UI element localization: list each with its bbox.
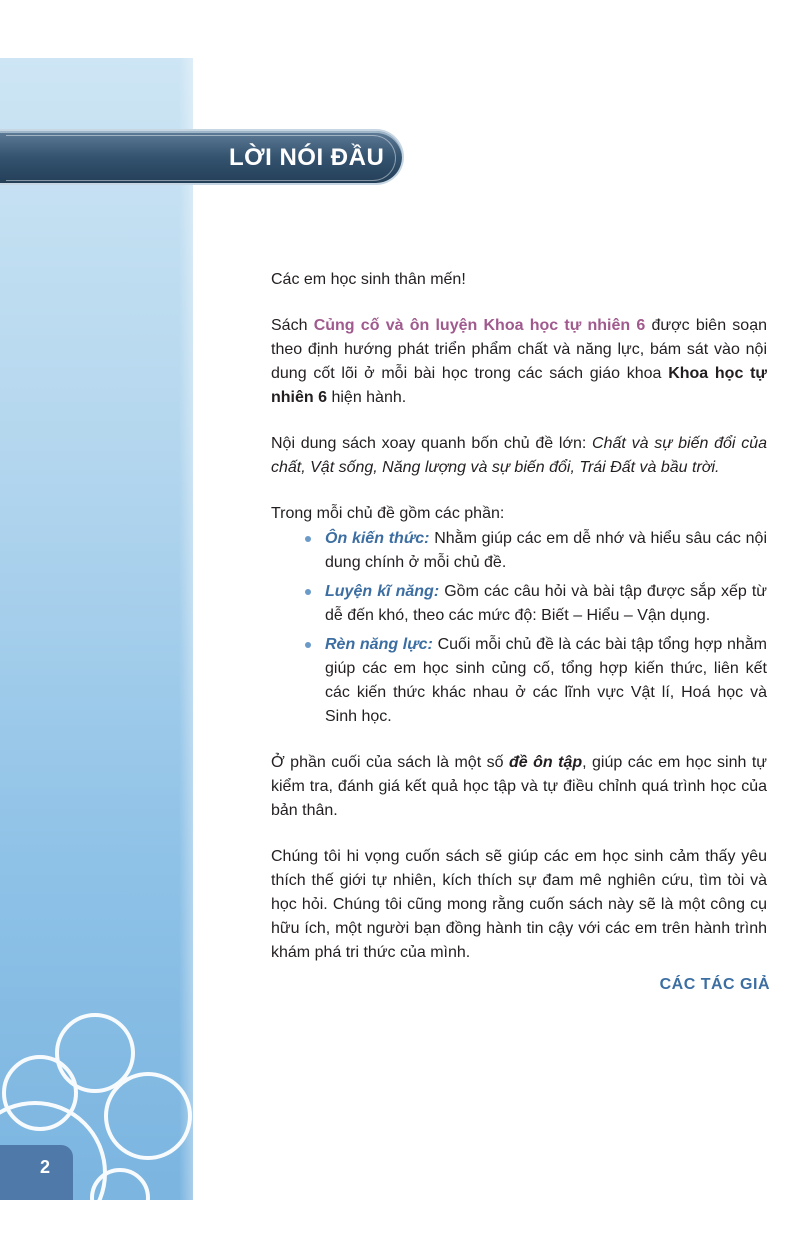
page-title: LỜI NÓI ĐẦU <box>229 144 385 171</box>
decorative-side-band <box>0 58 193 1200</box>
parts-list <box>271 527 767 729</box>
list-item: Ôn kiến thức: Nhằm giúp các em dễ nhớ và hiểu sâu các nội dung chính ở mỗi chủ đề. <box>271 527 767 575</box>
preface-body <box>271 268 767 965</box>
textbook-title: Khoa học tự nhiên 6 <box>271 365 767 406</box>
authors-signature: CÁC TÁC GIẢ <box>659 976 770 993</box>
paragraph-book-intro: Sách Củng cố và ôn luyện Khoa học tự nhiên 6 được biên soạn theo định hướng phát triển phẩm chất và năng lực, bám sát vào nội dung cốt lõi ở mỗi bài học trong các sách giáo khoa Khoa học tự nhiên 6 hiện hành. <box>271 317 768 406</box>
page-number-box <box>0 1145 73 1200</box>
list-item: Luyện kĩ năng: Gồm các câu hỏi và bài tập được sắp xếp từ dễ đến khó, theo các mức độ: Biết – Hiểu – Vận dụng. <box>271 580 767 628</box>
paragraph-review: Ở phần cuối của sách là một số đề ôn tập, giúp các em học sinh tự kiểm tra, đánh giá kết quả học tập và tự điều chỉnh quá trình học của bản thân. <box>271 754 767 819</box>
parts-intro: Trong mỗi chủ đề gồm các phần: <box>271 505 505 522</box>
part-label: Rèn năng lực: <box>325 636 433 653</box>
review-emphasis: đề ôn tập <box>508 754 583 771</box>
book-title: Củng cố và ôn luyện Khoa học tự nhiên 6 <box>313 317 646 334</box>
paragraph-topics: Nội dung sách xoay quanh bốn chủ đề lớn: Chất và sự biến đổi của chất, Vật sống, Năng lượng và sự biến đổi, Trái Đất và bầu trời. <box>271 435 767 476</box>
bullet-icon <box>305 589 311 595</box>
bubble-decoration-icon <box>0 998 193 1258</box>
list-item: Rèn năng lực: Cuối mỗi chủ đề là các bài tập tổng hợp nhằm giúp các em học sinh củng cố, tổng hợp kiến thức, liên kết các kiến thức khác nhau ở các lĩnh vực Vật lí, Hoá học và Sinh học. <box>271 633 767 729</box>
greeting: Các em học sinh thân mến! <box>271 271 466 288</box>
bullet-icon <box>305 536 311 542</box>
paragraph-closing: Chúng tôi hi vọng cuốn sách sẽ giúp các em học sinh cảm thấy yêu thích thế giới tự nhiên, kích thích sự đam mê nghiên cứu, tìm tòi và học hỏi. Chúng tôi cũng mong rằng cuốn sách này sẽ là một công cụ hữu ích, một người bạn đồng hành tin cậy với các em trên hành trình khám phá tri thức của mình. <box>271 848 767 961</box>
bullet-icon <box>305 642 311 648</box>
topic-list: Chất và sự biến đổi của chất, Vật sống, Năng lượng và sự biến đổi, Trái Đất và bầu trời. <box>271 435 767 476</box>
part-label: Ôn kiến thức: <box>325 530 430 547</box>
part-label: Luyện kĩ năng: <box>325 583 440 600</box>
page-number: 2 <box>40 1157 51 1177</box>
